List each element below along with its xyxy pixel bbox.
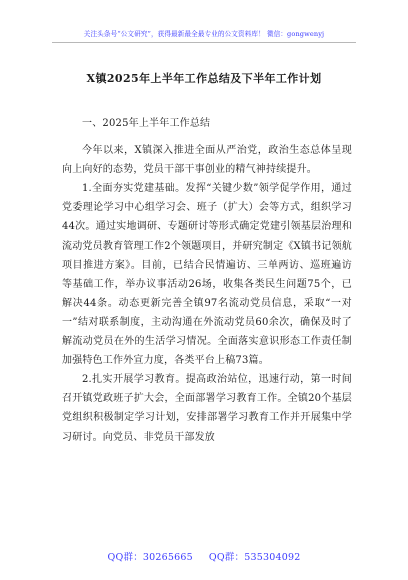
body-paragraph-party-building: 1.全面夯实党建基础。发挥“关键少数”领学促学作用，通过党委理论学习中心组学习会、班子（扩大）会等方式，组织学习44次。通过实地调研、专题研讨等形式确定党建引领基层治理和流动党员教育管理工作2个领题项目，并研究制定《X镇书记领航项目推进方案》。目前，已结合民情遍访、三单两访、巡班遍访等基础工作，举办议事活动26场，收集各类民生问题75个，已解决44条。动态更新完善全镇97名流动党员信息，采取“一对一”结对联系制度，主动沟通在外流动党员60余次，确保及时了解流动党员在外的生活学习情况。全面落实意识形态工作责任制加强特色工作外宣力度，各类平台上稿73篇。 — [62, 183, 352, 367]
document-title: X镇2025年上半年工作总结及下半年工作计划 — [86, 72, 322, 85]
footer-qq-group-2: QQ群：535304092 — [208, 552, 301, 563]
document-body — [62, 114, 352, 447]
footer-contact — [0, 549, 408, 563]
footer-qq-group-1: QQ群：30265665 — [107, 552, 193, 563]
section-heading: 一、2025年上半年工作总结 — [82, 118, 211, 129]
header-divider — [52, 42, 356, 43]
body-paragraph-intro: 今年以来，X镇深入推进全面从严治党，政治生态总体呈现向上向好的态势，党员干部干事创业的精气神持续提升。 — [62, 145, 352, 176]
body-paragraph-study-education: 2.扎实开展学习教育。提高政治站位，迅速行动，第一时间召开镇党政班子扩大会，全面部署学习教育工作。全镇20个基层党组织积极制定学习计划，安排部署学习教育工作并开展集中学习研讨。向党员、非党员干部发放 — [62, 374, 352, 443]
header-banner: 关注头条号“公文研究”，获得最新最全最专业的公文资料库！ 微信：gongwenyj — [83, 30, 325, 38]
